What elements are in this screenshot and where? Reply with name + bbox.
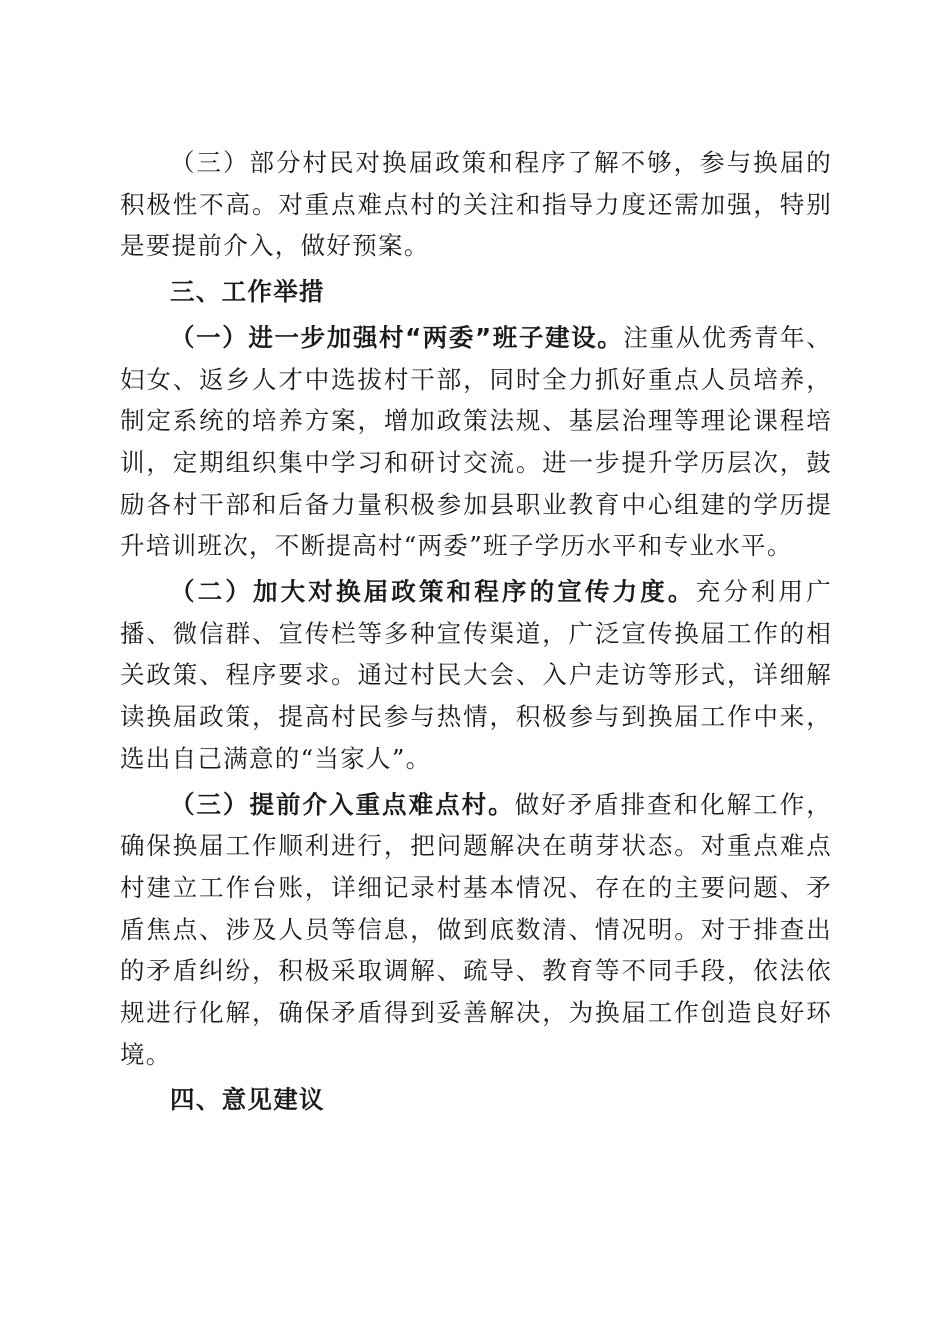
paragraph-text: 注重从优秀青年、妇女、返乡人才中选拔村干部，同时全力抓好重点人员培养，制定系统的培养方案，增加政策法规、基层治理等理论课程培训，定期组织集中学习和研讨交流。进一步提升学历层次，鼓励各村干部和后备力量积极参加县职业教育中心组建的学历提升培训班次，不断提高村“两委”班子学历水平和专业水平。 [120,322,832,561]
document-body [120,142,832,1121]
section-heading-measures: 三、工作举措 [170,277,325,307]
paragraph-issue-3 [120,142,832,267]
paragraph-text: 做好矛盾排查和化解工作，确保换届工作顺利进行，把问题解决在萌芽状态。对重点难点村建立工作台账，详细记录村基本情况、存在的主要问题、矛盾焦点、涉及人员等信息，做到底数清、情况明。对于排查出的矛盾纠纷，积极采取调解、疏导、教育等不同手段，依法依规进行化解，确保矛盾得到妥善解决，为换届工作创造良好环境。 [120,789,832,1069]
paragraph-lead: （一）进一步加强村“两委”班子建设。 [170,322,624,352]
paragraph-text: （三）部分村民对换届政策和程序了解不够，参与换届的积极性不高。对重点难点村的关注和指导力度还需加强，特别是要提前介入，做好预案。 [120,148,832,261]
paragraph-lead: （三）提前介入重点难点村。 [170,789,515,819]
paragraph-text: 充分利用广播、微信群、宣传栏等多种宣传渠道，广泛宣传换届工作的相关政策、程序要求。通过村民大会、入户走访等形式，详细解读换届政策，提高村民参与热情，积极参与到换届工作中来，选出自己满意的“当家人”。 [120,577,833,773]
paragraph-measure-1 [120,317,832,567]
paragraph-measure-2 [120,571,832,780]
paragraph-measure-3 [120,784,832,1076]
paragraph-lead: （二）加大对换届政策和程序的宣传力度。 [170,577,696,607]
section-heading-suggestions: 四、意见建议 [170,1085,325,1115]
